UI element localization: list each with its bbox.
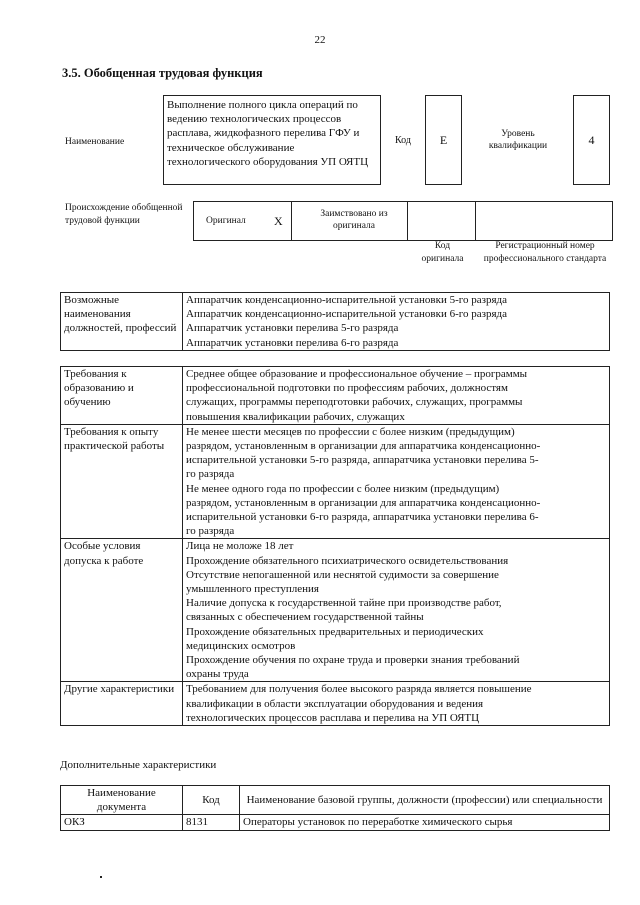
level-label: Уровень квалификации [488, 129, 548, 151]
requirement-line: Прохождение обязательных предварительных и периодических [186, 625, 484, 638]
requirement-line: служащих, программы переподготовки рабочих, служащих, программы [186, 396, 523, 409]
code-label: Код [395, 135, 411, 146]
requirement-line: связанных с обеспечением государственной тайны [186, 611, 424, 624]
row-code: 8131 [183, 815, 240, 830]
original-label: Оригинал [206, 216, 246, 226]
name-label: Наименование [65, 137, 125, 147]
scan-speck [100, 876, 102, 878]
level-value: 4 [573, 95, 610, 185]
origin-label: Происхождение обобщенной трудовой функции [65, 203, 183, 226]
requirement-line: испарительной установки 6-го разряда, аппаратчика установки перелива 6- [186, 511, 539, 524]
requirement-label: Другие характеристики [61, 682, 183, 726]
requirement-line: охраны труда [186, 668, 249, 681]
requirement-text [183, 682, 610, 726]
code-original-caption: Код оригинала [421, 241, 464, 264]
row-name: Операторы установок по переработке химического сырья [240, 815, 610, 830]
requirement-line: Наличие допуска к государственной тайне при производстве работ, [186, 597, 502, 610]
requirement-line: умышленного преступления [186, 583, 319, 596]
position-item: Аппаратчик установки перелива 5-го разряда [186, 322, 399, 335]
page-number: 22 [314, 34, 326, 46]
requirement-line: испарительной установки 5-го разряда, аппаратчика установки перелива 5- [186, 454, 539, 467]
positions-label: Возможные наименования должностей, профессий [61, 293, 183, 351]
origin-table [193, 201, 613, 241]
col-doc-header: Наименование документа [61, 786, 183, 815]
requirement-line: Среднее общее образование и профессиональное обучение – программы [186, 368, 528, 380]
requirement-label: Особые условия допуска к работе [61, 539, 183, 682]
position-item: Аппаратчик конденсационно-испарительной установки 5-го разряда [186, 294, 507, 306]
requirement-line: профессиональной подготовки по профессиям рабочих, должностям [186, 382, 508, 395]
requirement-line: Не менее шести месяцев по профессии с более низким (предыдущим) [186, 425, 515, 438]
table-row [61, 815, 610, 830]
row-doc: ОКЗ [61, 815, 183, 830]
requirement-line: повышения квалификации рабочих, служащих [186, 410, 405, 423]
col-name-header: Наименование базовой группы, должности (профессии) или специальности [240, 786, 610, 815]
additional-title: Дополнительные характеристики [60, 759, 217, 771]
requirement-line: Лица не моложе 18 лет [186, 540, 294, 553]
requirement-label: Требования к образованию и обучению [61, 367, 183, 425]
original-mark: X [274, 214, 283, 228]
requirement-line: Не менее одного года по профессии с более низким (предыдущим) [186, 482, 500, 495]
positions-list [183, 293, 610, 351]
requirement-line: разрядом, установленным в организации для аппаратчика конденсационно- [186, 440, 541, 453]
requirement-line: Отсутствие непогашенной или неснятой судимости за совершение [186, 568, 499, 581]
requirement-row [61, 424, 610, 539]
requirement-line: го разряда [186, 468, 235, 481]
requirement-line: разрядом, установленным в организации для аппаратчика конденсационно- [186, 496, 541, 509]
requirement-line: медицинских осмотров [186, 639, 296, 652]
requirement-line: го разряда [186, 525, 235, 538]
borrowed-label: Заимствовано из оригинала [320, 209, 388, 231]
requirement-row [61, 367, 610, 425]
requirement-line: Требованием для получения более высокого разряда является повышение [186, 683, 532, 696]
requirement-row [61, 682, 610, 726]
section-title: 3.5. Обобщенная трудовая функция [62, 66, 263, 80]
reg-number-caption: Регистрационный номер профессионального стандарта [483, 241, 607, 264]
requirement-row [61, 539, 610, 682]
col-code-header: Код [183, 786, 240, 815]
position-item: Аппаратчик конденсационно-испарительной установки 6-го разряда [186, 308, 507, 321]
requirement-text [183, 539, 610, 682]
requirement-line: квалификации в области эксплуатации оборудования и ведения [186, 697, 484, 710]
positions-table [60, 292, 610, 351]
requirement-line: Прохождение обязательного психиатрического освидетельствования [186, 554, 509, 567]
requirement-text [183, 367, 610, 425]
position-item: Аппаратчик установки перелива 6-го разряда [186, 336, 399, 349]
requirement-line: технологических процессов расплава и перелива на УП ОЯТЦ [186, 711, 480, 724]
additional-table [60, 785, 610, 831]
requirement-text [183, 424, 610, 539]
requirement-line: Прохождение обучения по охране труда и проверки знания требований [186, 654, 520, 667]
code-value: Е [425, 95, 462, 185]
name-value: Выполнение полного цикла операций по ведению технологических процессов расплава, жидкофазного перелива ГФУ и техническое обслуживание технологического оборудования УП ОЯТЦ [163, 95, 381, 185]
requirements-table [60, 366, 610, 726]
requirement-label: Требования к опыту практической работы [61, 424, 183, 539]
